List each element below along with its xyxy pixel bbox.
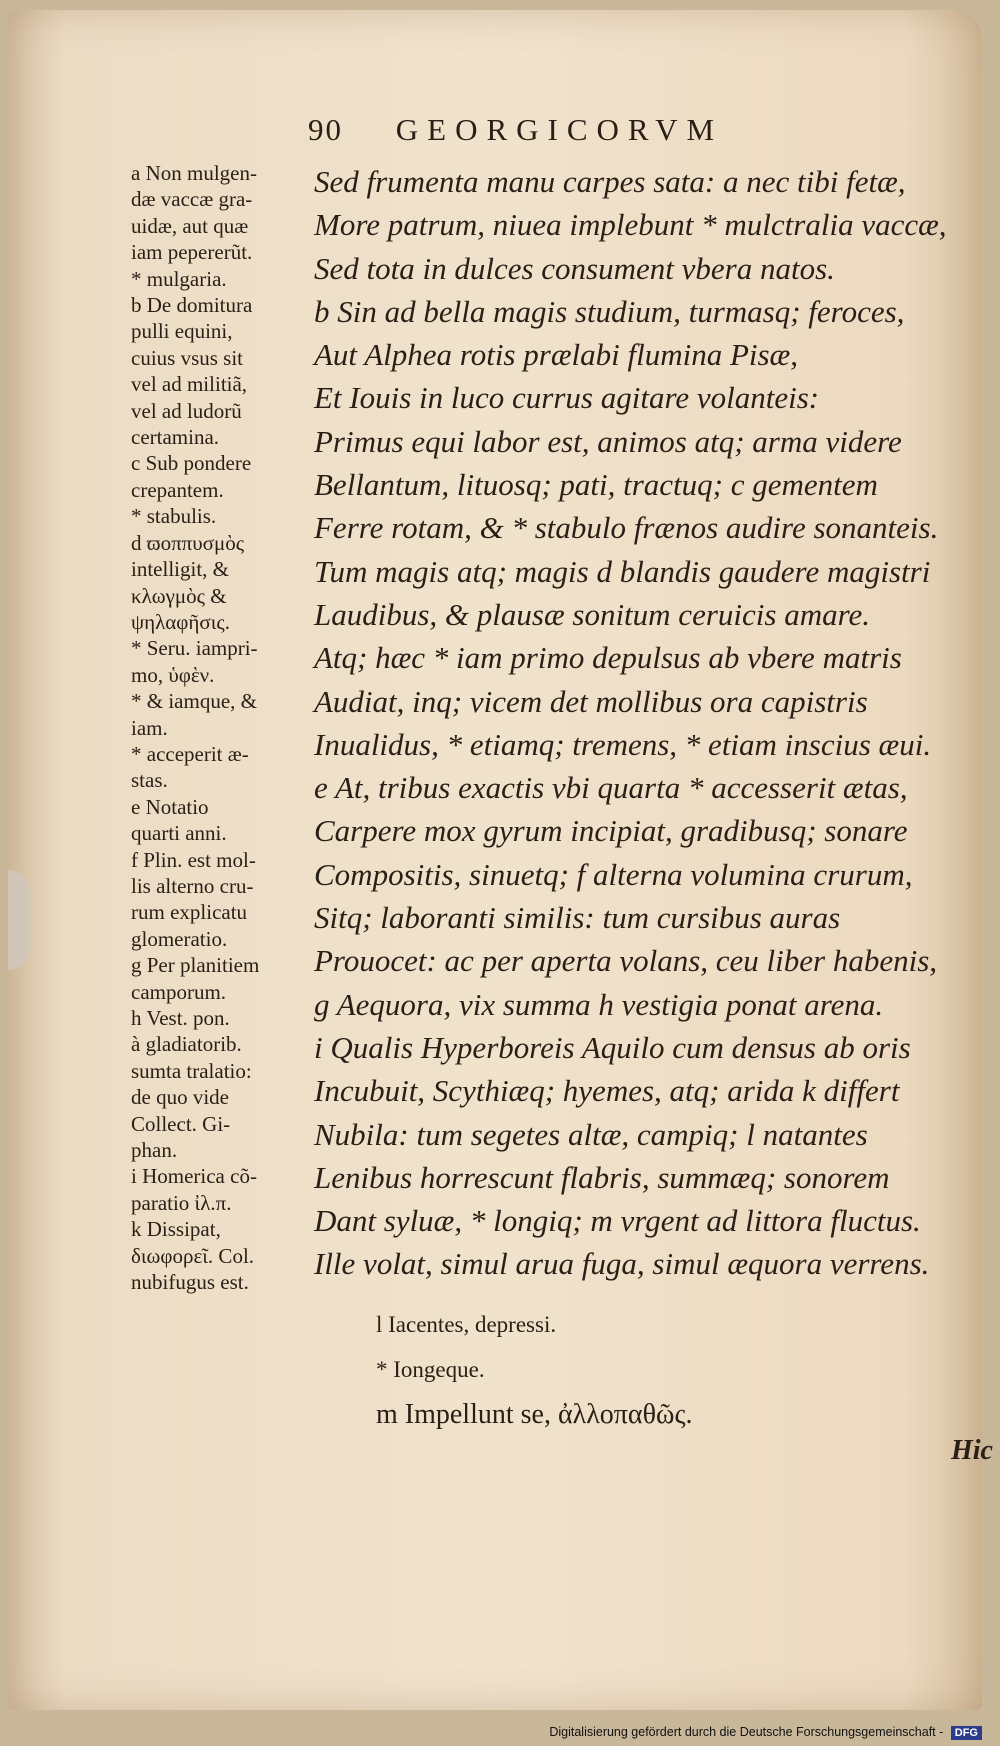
running-title: GEORGICORVM [395, 112, 724, 147]
margin-note: i Homerica cõ- [131, 1164, 257, 1189]
running-header [308, 112, 908, 148]
verse-text [314, 160, 994, 1286]
verse-line: Incubuit, Scythiæq; hyemes, atq; arida k differt [314, 1073, 900, 1109]
verse-line: More patrum, niuea implebunt * mulctralia vaccæ, [314, 207, 947, 243]
margin-note: certamina. [131, 425, 220, 450]
margin-note: sumta tralatio: [131, 1058, 252, 1083]
verse-line: Compositis, sinuetq; f alterna volumina crurum, [314, 856, 913, 892]
margin-note: quarti anni. [131, 821, 227, 846]
verse-line: i Qualis Hyperboreis Aquilo cum densus ab oris [314, 1029, 911, 1065]
margin-note: lis alterno cru- [131, 873, 254, 898]
verse-line: Carpere mox gyrum incipiat, gradibusq; sonare [314, 813, 908, 849]
page-number: 90 [308, 112, 343, 147]
margin-note: à gladiatorib. [131, 1032, 242, 1057]
footnotes [376, 1302, 876, 1437]
margin-note: c Sub pondere [131, 451, 252, 476]
verse-line: e At, tribus exactis vbi quarta * accesserit ætas, [314, 770, 908, 806]
margin-note: b De domitura [131, 293, 253, 318]
verse-line: Nubila: tum segetes altæ, campiq; l natantes [314, 1116, 868, 1152]
verse-line: Atq; hæc * iam primo depulsus ab vbere matris [314, 640, 902, 676]
margin-note: Collect. Gi- [131, 1111, 231, 1136]
verse-line: g Aequora, vix summa h vestigia ponat arena. [314, 986, 884, 1022]
margin-note: glomeratio. [131, 926, 228, 951]
margin-note: rum explicatu [131, 900, 248, 925]
margin-note: phan. [131, 1138, 178, 1163]
margin-note: paratio ἰλ.π. [131, 1190, 232, 1215]
margin-note: h Vest. pon. [131, 1006, 230, 1030]
verse-line: Primus equi labor est, animos atq; arma videre [314, 423, 902, 459]
margin-note: * acceperit æ- [131, 741, 249, 766]
margin-note: vel ad militiã, [131, 372, 248, 397]
verse-line: b Sin ad bella magis studium, turmasq; feroces, [314, 293, 905, 329]
margin-note: mo, ὑφὲν. [131, 662, 215, 687]
margin-note: ψηλαφῆσις. [131, 609, 230, 634]
verse-line: Audiat, inq; vicem det mollibus ora capistris [314, 683, 868, 719]
margin-note: uidæ, aut quæ [131, 213, 249, 238]
verse-line: Ferre rotam, & * stabulo frænos audire sonanteis. [314, 510, 939, 546]
margin-note: dæ vaccæ gra- [131, 187, 253, 212]
margin-note: pulli equini, [131, 319, 233, 344]
footnote: m Impellunt se, ἀλλοπαθῶς. [376, 1399, 693, 1430]
margin-note: cuius vsus sit [131, 345, 244, 370]
verse-line: Sed tota in dulces consument vbera natos. [314, 250, 835, 286]
dfg-logo: DFG [951, 1726, 982, 1740]
catchword: Hic [951, 1435, 993, 1466]
margin-note: e Notatio [131, 794, 209, 819]
verse-line: Aut Alphea rotis prælabi flumina Pisæ, [314, 337, 798, 373]
margin-note: d ϖοππυσμὸς [131, 530, 245, 555]
margin-note: διωφορεῖ. Col. [131, 1243, 255, 1268]
margin-note: iam pepererũt. [131, 240, 253, 265]
margin-note: f Plin. est mol- [131, 847, 256, 872]
footnote: * Iongeque. [376, 1357, 485, 1382]
verse-line: Dant syluæ, * longiq; m vrgent ad littora fluctus. [314, 1203, 921, 1239]
verse-line: Sed frumenta manu carpes sata: a nec tibi fetæ, [314, 164, 906, 199]
margin-note: nubifugus est. [131, 1270, 249, 1295]
verse-line: Bellantum, lituosq; pati, tractuq; c gementem [314, 467, 878, 503]
margin-note: * mulgaria. [131, 266, 227, 291]
margin-note: * stabulis. [131, 504, 217, 529]
margin-notes [131, 160, 316, 1295]
page-edge-shadow [8, 870, 30, 970]
verse-line: Lenibus horrescunt flabris, summæq; sonorem [314, 1159, 890, 1195]
verse-line: Inualidus, * etiamq; tremens, * etiam inscius æui. [314, 726, 932, 762]
margin-note: iam. [131, 715, 168, 740]
digitization-credit [549, 1725, 982, 1740]
margin-note: camporum. [131, 979, 227, 1004]
footnote: l Iacentes, depressi. [376, 1312, 557, 1337]
margin-note: g Per planitiem [131, 953, 260, 978]
margin-note: vel ad ludorũ [131, 398, 242, 423]
book-page [8, 10, 993, 1710]
margin-note: intelligit, & [131, 557, 229, 582]
margin-note: de quo vide [131, 1085, 229, 1110]
verse-line: Prouocet: ac per aperta volans, ceu liber habenis, [314, 943, 938, 979]
margin-note: * Seru. iampri- [131, 636, 258, 661]
margin-note: stas. [131, 768, 168, 793]
margin-note: crepantem. [131, 477, 224, 502]
credit-text: Digitalisierung gefördert durch die Deutsche Forschungsgemeinschaft - [549, 1725, 944, 1739]
verse-line: Sitq; laboranti similis: tum cursibus auras [314, 900, 841, 936]
margin-note: κλωγμὸς & [131, 583, 227, 608]
margin-note: a Non mulgen- [131, 161, 257, 185]
verse-line: Laudibus, & plausæ sonitum ceruicis amare. [314, 596, 871, 632]
margin-note: * & iamque, & [131, 689, 257, 714]
verse-line: Ille volat, simul arua fuga, simul æquora verrens. [314, 1246, 930, 1282]
verse-line: Tum magis atq; magis d blandis gaudere magistri [314, 553, 931, 589]
verse-line: Et Iouis in luco currus agitare volanteis: [314, 380, 820, 416]
margin-note: k Dissipat, [131, 1217, 221, 1242]
